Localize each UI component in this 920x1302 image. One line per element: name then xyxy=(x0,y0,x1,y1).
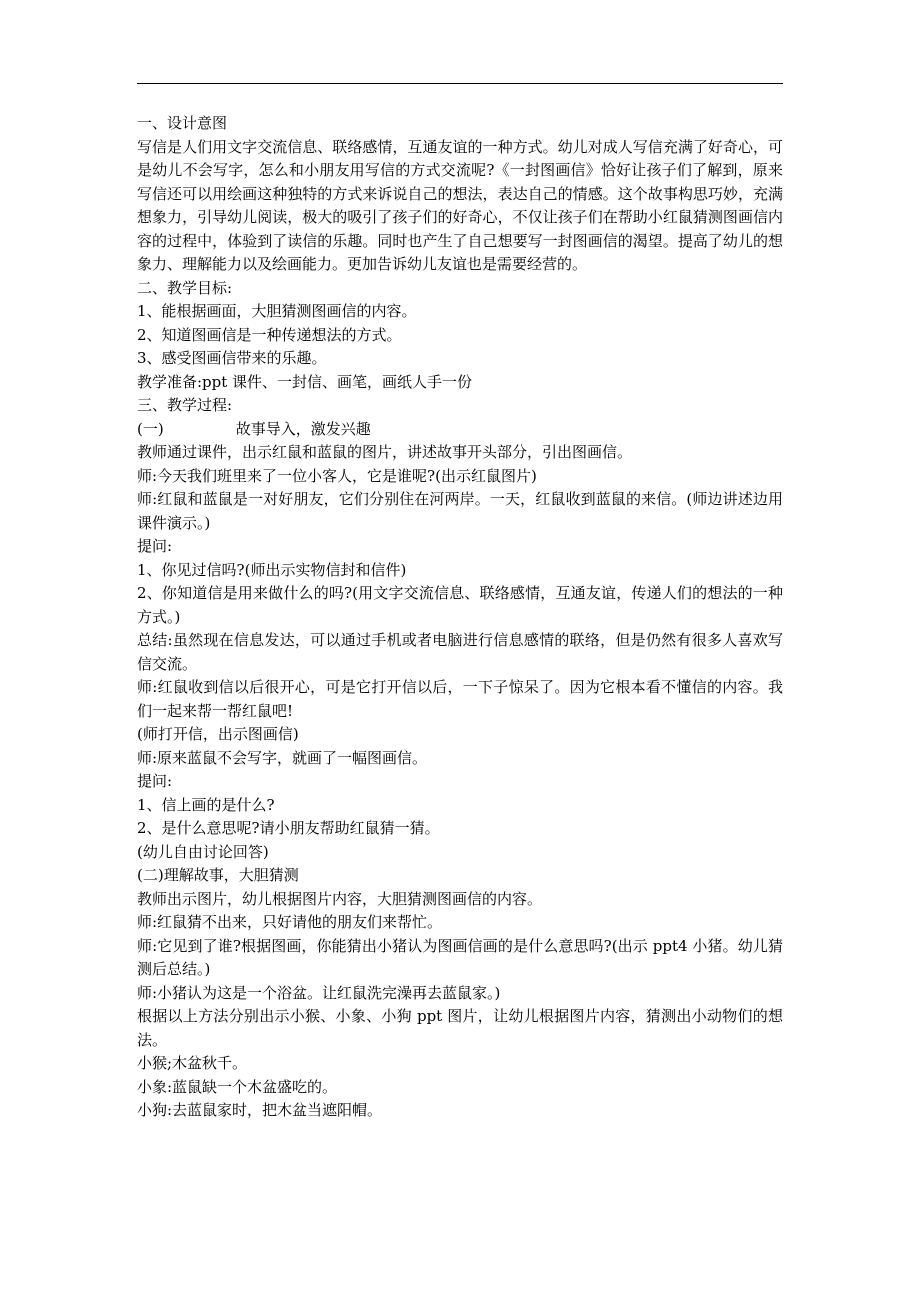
paragraph: 小猴;木盆秋千。 xyxy=(137,1054,248,1072)
teaching-preparation: 教学准备:ppt 课件、一封信、画笔，画纸人手一份 xyxy=(137,372,473,391)
goal-item-2: 2、知道图画信是一种传递想法的方式。 xyxy=(137,325,402,344)
paragraph: 师:今天我们班里来了一位小客人，它是谁呢?(出示红鼠图片) xyxy=(137,466,537,485)
paragraph: 师:原来蓝鼠不会写字，就画了一幅图画信。 xyxy=(137,748,428,767)
paragraph: 教师出示图片，幼儿根据图片内容，大胆猜测图画信的内容。 xyxy=(137,889,543,908)
paragraph: 教师通过课件，出示红鼠和蓝鼠的图片，讲述故事开头部分，引出图画信。 xyxy=(137,443,633,461)
paragraph: 提问: xyxy=(137,537,173,555)
paragraph-design-intent: 写信是人们用文字交流信息、联络感情，互通友谊的一种方式。幼儿对成人写信充满了好奇心，可是幼儿不会写字，怎么和小朋友用写信的方式交流呢?《一封图画信》恰好让孩子们了解到，原来写信还可以用绘画这种独特的方式来诉说自己的想法，表达自己的情感。这个故事构思巧妙，充满想象力，引导幼儿阅读，极大的吸引了孩子们的好奇心，不仅让孩子们在帮助小红鼠猜测图画信内容的过程中，体验到了读信的乐趣。同时也产生了自己想要写一封图画信的渴望。提高了幼儿的想象力、理解能力以及绘画能力。更加告诉幼儿友谊也是需要经营的。 xyxy=(137,137,783,273)
question-item-2: 2、是什么意思呢?请小朋友帮助红鼠猜一猜。 xyxy=(137,819,440,837)
section-heading-process: 三、教学过程: xyxy=(137,396,233,414)
subsection-number: (一) xyxy=(137,419,164,438)
goal-item-3: 3、感受图画信带来的乐趣。 xyxy=(137,349,327,367)
paragraph: 提问: xyxy=(137,772,173,790)
section-heading-goals: 二、教学目标: xyxy=(137,278,233,297)
document-body xyxy=(137,112,783,1123)
paragraph: (师打开信，出示图画信) xyxy=(137,725,299,743)
section-heading-design: 一、设计意图 xyxy=(137,114,228,132)
paragraph: 师:它见到了谁?根据图画，你能猜出小猪认为图画信画的是什么意思吗?(出示 ppt4 小猪。幼儿猜测后总结。) xyxy=(137,936,783,978)
paragraph: 师:红鼠收到信以后很开心，可是它打开信以后，一下子惊呆了。因为它根本看不懂信的内容。我们一起来帮一帮红鼠吧! xyxy=(137,678,783,720)
subsection-heading-1 xyxy=(137,418,783,442)
paragraph: 师:小猪认为这是一个浴盆。让红鼠洗完澡再去蓝鼠家。) xyxy=(137,983,501,1002)
paragraph-summary: 总结:虽然现在信息发达，可以通过手机或者电脑进行信息感情的联络，但是仍然有很多人喜欢写信交流。 xyxy=(137,631,783,673)
paragraph: 师:红鼠和蓝鼠是一对好朋友，它们分别住在河两岸。一天，红鼠收到蓝鼠的来信。(师边讲述边用课件演示。) xyxy=(137,490,783,532)
goal-item-1: 1、能根据画面，大胆猜测图画信的内容。 xyxy=(137,302,417,320)
paragraph: 小狗:去蓝鼠家时，把木盆当遮阳帽。 xyxy=(137,1101,383,1119)
paragraph: (幼儿自由讨论回答) xyxy=(137,842,269,861)
subsection-title: 故事导入，激发兴趣 xyxy=(235,419,371,438)
paragraph: 小象:蓝鼠缺一个木盆盛吃的。 xyxy=(137,1077,338,1096)
question-item-1: 1、信上画的是什么? xyxy=(137,795,275,814)
subsection-heading-2: (二)理解故事，大胆猜测 xyxy=(137,866,299,884)
paragraph: 师:红鼠猜不出来，只好请他的朋友们来帮忙。 xyxy=(137,913,443,931)
header-rule xyxy=(137,83,783,84)
paragraph: 根据以上方法分别出示小猴、小象、小狗 ppt 图片，让幼儿根据图片内容，猜测出小动物们的想法。 xyxy=(137,1007,783,1049)
question-item-1: 1、你见过信吗?(师出示实物信封和信件) xyxy=(137,560,407,579)
question-item-2: 2、你知道信是用来做什么的吗?(用文字交流信息、联络感情，互通友谊，传递人们的想法的一种方式。) xyxy=(137,584,783,626)
